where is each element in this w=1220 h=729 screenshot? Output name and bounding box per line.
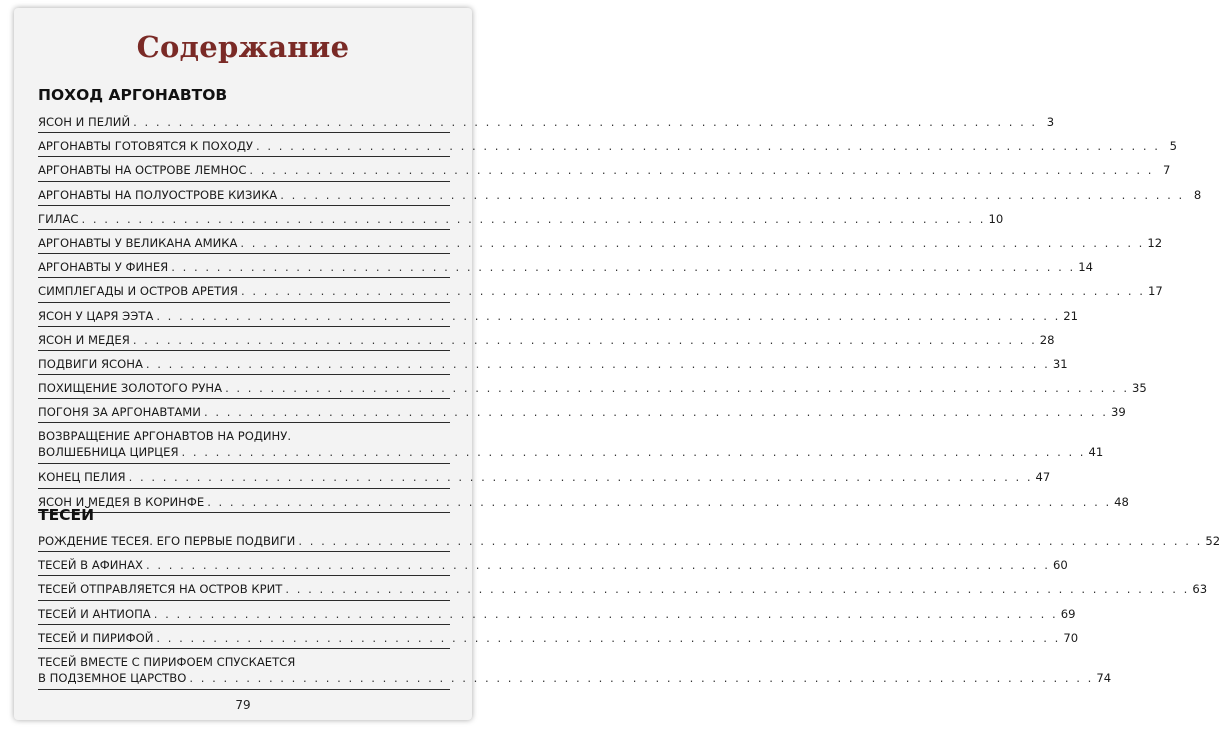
toc-entry-title: ЯСОН И ПЕЛИЙ <box>38 115 131 129</box>
toc-entry <box>38 254 1093 278</box>
dot-leader: . . . . . . . . . . . . . . . . . . . . . . . . . . . . . . . . . . . . . . . . . . . . . . . . . . . . . . . . . . . . . . . . . . . . . . . . . . . . . . . . <box>81 211 986 226</box>
toc-entry-title: ПОХИЩЕНИЕ ЗОЛОТОГО РУНА <box>38 381 223 396</box>
toc-entry-page: 74 <box>1096 670 1112 685</box>
toc-entry <box>38 464 1051 488</box>
toc-entry-title: АРГОНАВТЫ ГОТОВЯТСЯ К ПОХОДУ <box>38 139 253 154</box>
toc-entry-title: РОЖДЕНИЕ ТЕСЕЯ. ЕГО ПЕРВЫЕ ПОДВИГИ <box>38 534 296 548</box>
toc-entry-title: ВОЛШЕБНИЦА ЦИРЦЕЯ <box>38 445 179 460</box>
toc-entry-page: 39 <box>1110 405 1126 420</box>
dot-leader: . . . . . . . . . . . . . . . . . . . . . . . . . . . . . . . . . . . . . . . . . . . . . . . . . . . . . . . . . . . . . . . . . . . . . . . . . . . . . . . . <box>181 445 1086 460</box>
dot-leader: . . . . . . . . . . . . . . . . . . . . . . . . . . . . . . . . . . . . . . . . . . . . . . . . . . . . . . . . . . . . . . . . . . . . . . . . . . . . . . . . <box>207 494 1112 509</box>
toc-entry <box>38 649 1112 690</box>
toc-entry-title: ТЕСЕЙ И ПИРИФОЙ <box>38 630 154 645</box>
dot-leader: . . . . . . . . . . . . . . . . . . . . . . . . . . . . . . . . . . . . . . . . . . . . . . . . . . . . . . . . . . . . . . . . . . . . . . . . . . . . . . . . <box>298 534 1203 548</box>
toc-entry-page: 5 <box>1169 139 1177 154</box>
toc-entry-title: ПОДВИГИ ЯСОНА <box>38 356 143 371</box>
dot-leader: . . . . . . . . . . . . . . . . . . . . . . . . . . . . . . . . . . . . . . . . . . . . . . . . . . . . . . . . . . . . . . . . . . . . . . . . . . . . . . . . <box>225 381 1130 396</box>
toc-entry-title: ЯСОН И МЕДЕЯ <box>38 332 130 347</box>
toc-entry-page: 17 <box>1147 284 1163 299</box>
toc-entry-title-line1: ВОЗВРАЩЕНИЕ АРГОНАВТОВ НА РОДИНУ. <box>38 429 292 444</box>
dot-leader: . . . . . . . . . . . . . . . . . . . . . . . . . . . . . . . . . . . . . . . . . . . . . . . . . . . . . . . . . . . . . . . . . . . . . . . . . . . . . . . . <box>256 139 1160 154</box>
page-title: Содержание <box>136 30 350 64</box>
toc-entry-page: 31 <box>1052 356 1068 371</box>
toc-list-theseus <box>38 528 1220 690</box>
toc-entry-title: ЯСОН И МЕДЕЯ В КОРИНФЕ <box>38 494 205 509</box>
toc-entry-page: 69 <box>1060 606 1076 621</box>
toc-entry-title-line1: ТЕСЕЙ ВМЕСТЕ С ПИРИФОЕМ СПУСКАЕТСЯ <box>38 654 296 669</box>
toc-entry-page: 35 <box>1132 381 1147 396</box>
dot-leader: . . . . . . . . . . . . . . . . . . . . . . . . . . . . . . . . . . . . . . . . . . . . . . . . . . . . . . . . . . . . . . . . . . . . . . . . . . . . . . . . <box>189 670 1094 685</box>
toc-entry-title: ГИЛАС <box>38 211 79 226</box>
toc-entry <box>38 625 1079 649</box>
toc-entry-title: ТЕСЕЙ В АФИНАХ <box>38 558 144 573</box>
toc-entry-page: 70 <box>1063 630 1079 645</box>
toc-entry <box>38 327 1055 351</box>
toc-entry-title: АРГОНАВТЫ У ВЕЛИКАНА АМИКА <box>38 235 238 250</box>
toc-entry <box>38 489 1129 513</box>
toc-entry <box>38 351 1068 375</box>
toc-entry <box>38 552 1068 576</box>
toc-entry <box>38 157 1171 181</box>
toc-entry-title: ТЕСЕЙ ОТПРАВЛЯЕТСЯ НА ОСТРОВ КРИТ <box>38 582 283 597</box>
toc-entry <box>38 528 1220 552</box>
toc-entry <box>38 576 1208 600</box>
toc-entry <box>38 601 1076 625</box>
section-heading-theseus: ТЕСЕЙ <box>38 506 95 524</box>
toc-entry-page: 63 <box>1192 582 1208 597</box>
dot-leader: . . . . . . . . . . . . . . . . . . . . . . . . . . . . . . . . . . . . . . . . . . . . . . . . . . . . . . . . . . . . . . . . . . . . . . . . . . . . . . . . <box>280 187 1185 202</box>
dot-leader: . . . . . . . . . . . . . . . . . . . . . . . . . . . . . . . . . . . . . . . . . . . . . . . . . . . . . . . . . . . . . . . . . . . . . . . . . . . . . . . . <box>171 260 1076 275</box>
toc-entry-page: 10 <box>988 211 1004 226</box>
toc-list-argonauts <box>38 109 1202 513</box>
dot-leader: . . . . . . . . . . . . . . . . . . . . . . . . . . . . . . . . . . . . . . . . . . . . . . . . . . . . . . . . . . . . . . . . . . . . . . . . . . . . . . . . <box>153 606 1058 621</box>
toc-entry <box>38 182 1202 206</box>
book-page <box>14 8 1220 720</box>
toc-entry-page: 28 <box>1039 332 1055 347</box>
toc-entry <box>38 375 1147 399</box>
toc-entry <box>38 109 1055 133</box>
dot-leader: . . . . . . . . . . . . . . . . . . . . . . . . . . . . . . . . . . . . . . . . . . . . . . . . . . . . . . . . . . . . . . . . . . . . . . . . . . . . . . . . <box>128 470 1033 485</box>
dot-leader: . . . . . . . . . . . . . . . . . . . . . . . . . . . . . . . . . . . . . . . . . . . . . . . . . . . . . . . . . . . . . . . . . . . . . . . . . . . . . . . . <box>203 405 1108 420</box>
toc-entry-page: 12 <box>1147 235 1163 250</box>
section-heading-argonauts: ПОХОД АРГОНАВТОВ <box>38 86 228 104</box>
dot-leader: . . . . . . . . . . . . . . . . . . . . . . . . . . . . . . . . . . . . . . . . . . . . . . . . . . . . . . . . . . . . . . . . . . . . . . . . . . . . . . . . <box>240 284 1145 299</box>
dot-leader: . . . . . . . . . . . . . . . . . . . . . . . . . . . . . . . . . . . . . . . . . . . . . . . . . . . . . . . . . . . . . . . . . . . . . . . . . . . . . . . . <box>146 558 1050 573</box>
toc-entry-title: ТЕСЕЙ И АНТИОПА <box>38 606 151 621</box>
dot-leader: . . . . . . . . . . . . . . . . . . . . . . . . . . . . . . . . . . . . . . . . . . . . . . . . . . . . . . . . . . . . . . . . . . . . . . . . . . . . . . . . <box>145 356 1050 371</box>
toc-entry-title: АРГОНАВТЫ НА ОСТРОВЕ ЛЕМНОС <box>38 163 247 178</box>
page-number: 79 <box>235 698 251 712</box>
dot-leader: . . . . . . . . . . . . . . . . . . . . . . . . . . . . . . . . . . . . . . . . . . . . . . . . . . . . . . . . . . . . . . . . . . . . . . . . . . . . . . . . <box>156 308 1061 323</box>
toc-entry-page: 47 <box>1035 470 1051 485</box>
toc-entry-title: ЯСОН У ЦАРЯ ЭЭТА <box>38 308 154 323</box>
toc-entry-title: ПОГОНЯ ЗА АРГОНАВТАМИ <box>38 405 201 420</box>
dot-leader: . . . . . . . . . . . . . . . . . . . . . . . . . . . . . . . . . . . . . . . . . . . . . . . . . . . . . . . . . . . . . . . . . . . . . . . . . . . . . . . . <box>240 235 1145 250</box>
toc-entry-title: АРГОНАВТЫ НА ПОЛУОСТРОВЕ КИЗИКА <box>38 187 278 202</box>
toc-entry <box>38 423 1104 464</box>
toc-entry-page: 8 <box>1193 187 1202 202</box>
toc-entry <box>38 230 1163 254</box>
toc-entry-page: 41 <box>1088 445 1104 460</box>
toc-entry-title: КОНЕЦ ПЕЛИЯ <box>38 470 126 485</box>
toc-entry <box>38 278 1163 302</box>
dot-leader: . . . . . . . . . . . . . . . . . . . . . . . . . . . . . . . . . . . . . . . . . . . . . . . . . . . . . . . . . . . . . . . . . . . . . . . . . . . . . . . . <box>132 332 1037 347</box>
toc-entry-page: 21 <box>1063 308 1079 323</box>
toc-entry-page: 52 <box>1205 534 1220 548</box>
toc-entry <box>38 399 1126 423</box>
toc-entry-title: СИМПЛЕГАДЫ И ОСТРОВ АРЕТИЯ <box>38 284 238 299</box>
toc-entry <box>38 206 1004 230</box>
dot-leader: . . . . . . . . . . . . . . . . . . . . . . . . . . . . . . . . . . . . . . . . . . . . . . . . . . . . . . . . . . . . . . . . . . . . . . . . . . . . . . . . <box>249 163 1154 178</box>
toc-entry-page: 60 <box>1052 558 1068 573</box>
toc-entry-title: В ПОДЗЕМНОЕ ЦАРСТВО <box>38 670 187 685</box>
dot-leader: . . . . . . . . . . . . . . . . . . . . . . . . . . . . . . . . . . . . . . . . . . . . . . . . . . . . . . . . . . . . . . . . . . . . . . . . . . . . . . . . <box>133 115 1038 129</box>
toc-entry <box>38 133 1177 157</box>
dot-leader: . . . . . . . . . . . . . . . . . . . . . . . . . . . . . . . . . . . . . . . . . . . . . . . . . . . . . . . . . . . . . . . . . . . . . . . . . . . . . . . . <box>156 630 1061 645</box>
dot-leader: . . . . . . . . . . . . . . . . . . . . . . . . . . . . . . . . . . . . . . . . . . . . . . . . . . . . . . . . . . . . . . . . . . . . . . . . . . . . . . . . <box>285 582 1190 597</box>
toc-entry-page: 48 <box>1114 494 1129 509</box>
toc-entry <box>38 303 1079 327</box>
toc-entry-page: 14 <box>1078 260 1093 275</box>
toc-entry-title: АРГОНАВТЫ У ФИНЕЯ <box>38 260 169 275</box>
toc-entry-page: 7 <box>1163 163 1171 178</box>
toc-entry-page: 3 <box>1046 115 1055 129</box>
